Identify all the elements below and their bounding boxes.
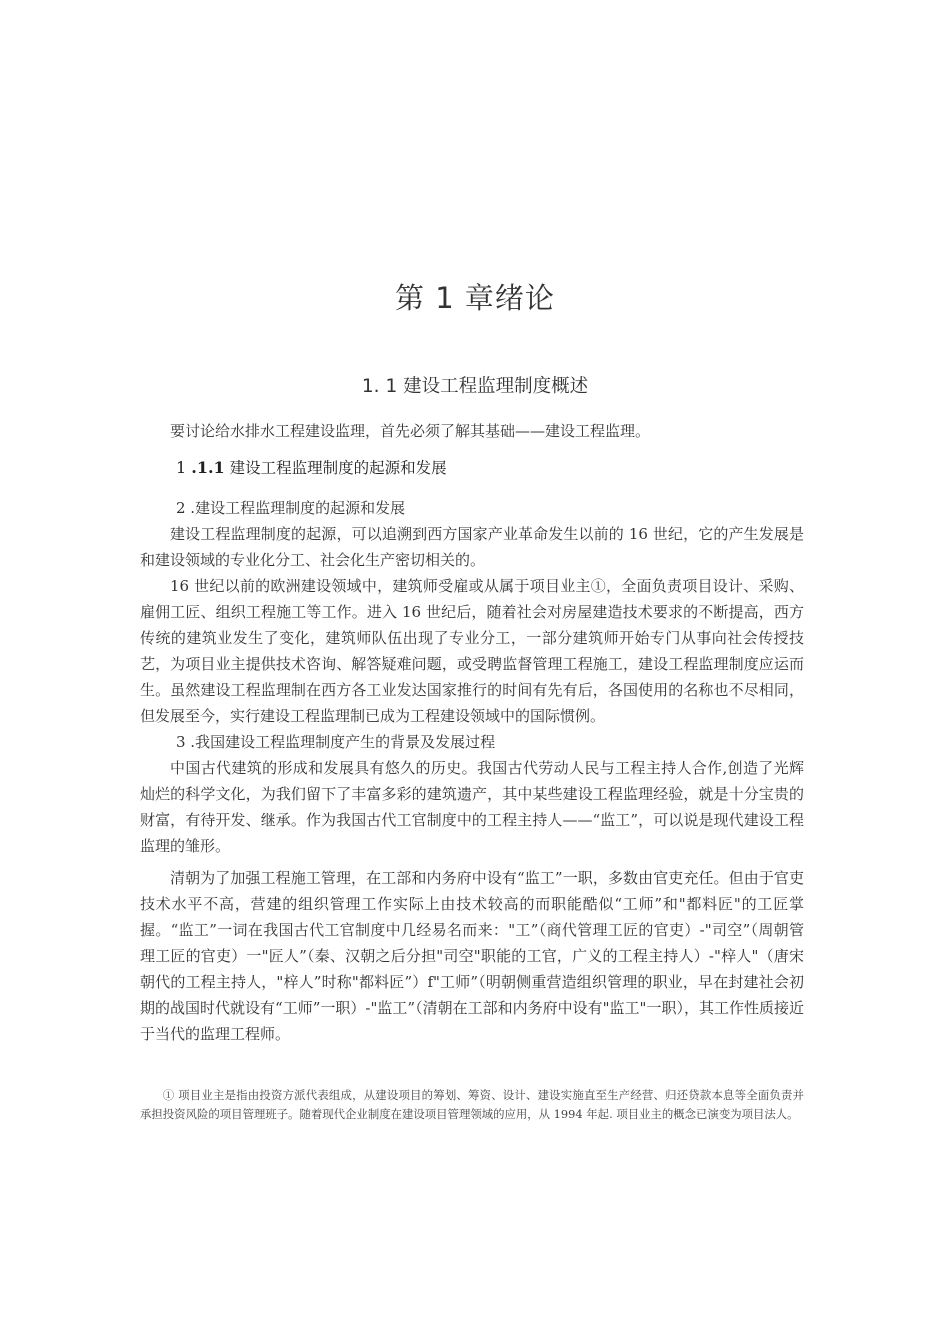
- subsection-number: .1.1: [191, 458, 225, 477]
- numbered-heading-3: 3 .我国建设工程监理制度产生的背景及发展过程: [176, 733, 496, 751]
- subsection-title: 建设工程监理制度的起源和发展: [224, 459, 447, 477]
- intro-paragraph: [140, 418, 804, 444]
- numbered-heading-2: 2 .建设工程监理制度的起源和发展: [176, 499, 406, 517]
- body-paragraph: 清朝为了加强工程施工管理，在工部和内务府中设有“监工”一职，多数由官吏充任。但由于官吏技术水平不高，营建的组织管理工作实际上由技术较高的而职能酷似“工师”和"都料匠"的工匠掌握。“监工”一词在我国古代工官制度中几经易名而来："工”（商代管理工匠的官吏）-"司空”（周朝管理工匠的官吏）一"匠人”（秦、汉朝之后分担"司空"职能的工官，广义的工程主持人）-"梓人"（唐宋朝代的工程主持人，"梓人”时称"都料匠”）f"工师”（明朝侧重营造组织管理的职业，早在封建社会初期的战国时代就设有“工师”一职）-"监工”（清朝在工部和内务府中设有"监工"一职），其工作性质接近于当代的监理工程师。: [140, 869, 804, 1043]
- body-paragraph: 建设工程监理制度的起源，可以追溯到西方国家产业革命发生以前的 16 世纪，它的产生发展是和建设领域的专业化分工、社会化生产密切相关的。: [140, 525, 804, 569]
- body-paragraph: 中国古代建筑的形成和发展具有悠久的历史。我国古代劳动人民与工程主持人合作,创造了光辉灿烂的科学文化，为我们留下了丰富多彩的建筑遗产，其中某些建设工程监理经验，就是十分宝贵的财富，有待开发、继承。作为我国古代工官制度中的工程主持人——“监工”，可以说是现代建设工程监理的雏形。: [140, 759, 804, 855]
- footnote: ① 项目业主是指由投资方派代表组成，从建设项目的筹划、筹资、设计、建设实施直至生产经营、归还贷款本息等全面负责并承担投资风险的项目管理班子。随着现代企业制度在建设项目管理领域的应用，从 1994 年起. 项目业主的概念已演变为项目法人。: [140, 1088, 804, 1121]
- body-paragraph: 16 世纪以前的欧洲建设领域中，建筑师受雇或从属于项目业主①，全面负责项目设计、采购、雇佣工匠、组织工程施工等工作。进入 16 世纪后，随着社会对房屋建造技术要求的不断提高，西方传统的建筑业发生了变化，建筑师队伍出现了专业分工，一部分建筑师开始专门从事向社会传授技艺，为项目业主提供技术咨询、解答疑难问题，或受聘监督管理工程施工，建设工程监理制度应运而生。虽然建设工程监理制在西方各工业发达国家推行的时间有先有后，各国使用的名称也不尽相同，但发展至今，实行建设工程监理制已成为工程建设领域中的国际惯例。: [140, 577, 804, 725]
- subsection-prefix: 1: [176, 458, 192, 477]
- subsection-heading: [176, 456, 447, 478]
- main-text: [140, 495, 804, 1047]
- intro-text: 要讨论给水排水工程建设监理，首先必须了解其基础——建设工程监理。: [170, 422, 651, 440]
- section-title: 1. 1 建设工程监理制度概述: [361, 376, 589, 397]
- chapter-title: 第 1 章绪论: [395, 281, 555, 315]
